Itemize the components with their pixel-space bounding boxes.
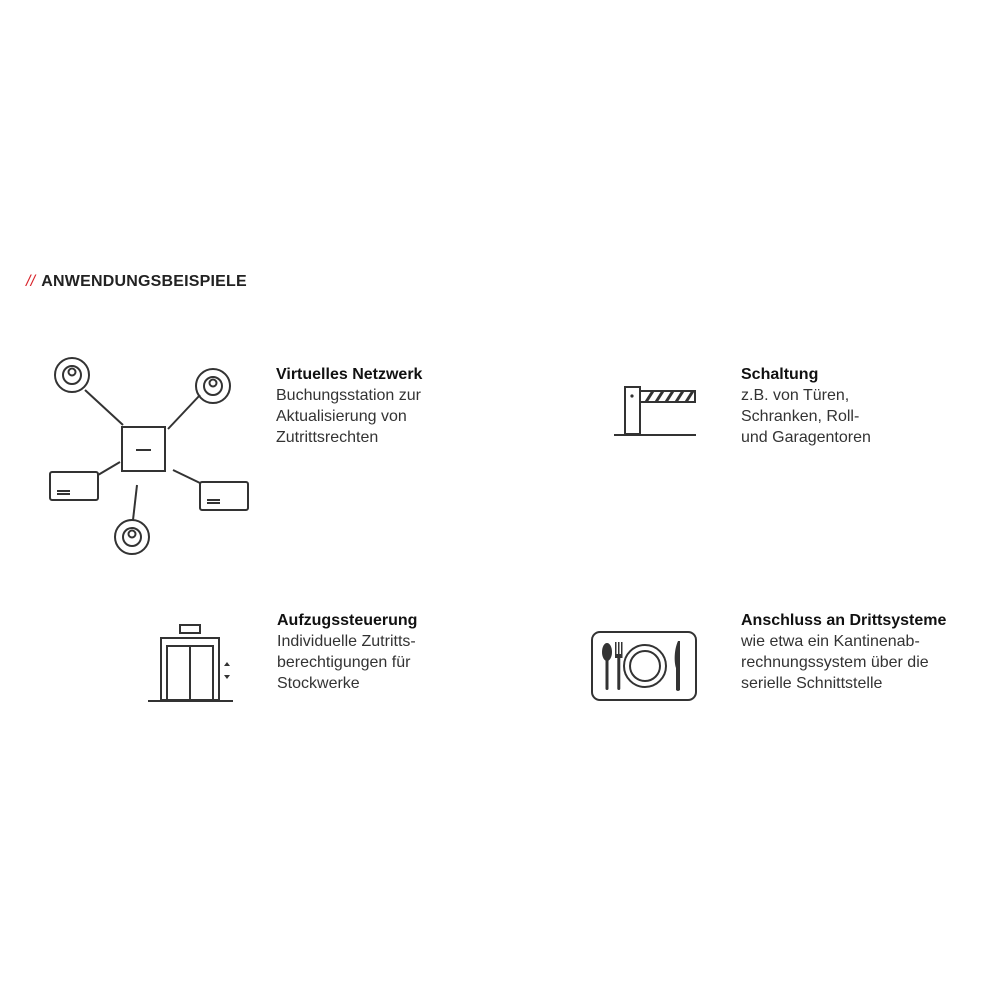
item-text-line: serielle Schnittstelle xyxy=(741,675,883,692)
item-text-line: wie etwa ein Kantinenab- xyxy=(741,633,920,650)
item-title: Schaltung xyxy=(741,366,819,383)
item-text-line: Stockwerke xyxy=(277,675,360,692)
elevator-icon xyxy=(145,620,240,705)
item-title: Anschluss an Drittsysteme xyxy=(741,612,947,629)
item-text-line: berechtigungen für xyxy=(277,654,411,671)
item-text-line: Aktualisierung von xyxy=(276,408,407,425)
item-text-line: rechnungssystem über die xyxy=(741,654,929,671)
item-title: Virtuelles Netzwerk xyxy=(276,366,423,383)
barrier-gate-icon xyxy=(610,380,700,440)
section-header xyxy=(26,273,247,291)
item-text-line: Individuelle Zutritts- xyxy=(277,633,416,650)
item-switching xyxy=(741,364,871,448)
section-title: ANWENDUNGSBEISPIELE xyxy=(41,273,247,290)
item-text-line: Buchungsstation zur xyxy=(276,387,421,404)
item-third-party-connection xyxy=(741,610,946,694)
item-text-line: Schranken, Roll- xyxy=(741,408,860,425)
header-slashes: // xyxy=(26,273,36,290)
item-text-line: z.B. von Türen, xyxy=(741,387,850,404)
item-text-line: Zutrittsrechten xyxy=(276,429,379,446)
item-title: Aufzugssteuerung xyxy=(277,612,418,629)
cutlery-plate-icon xyxy=(590,630,700,702)
network-icon xyxy=(40,345,260,565)
item-virtual-network xyxy=(276,364,422,448)
item-elevator-control xyxy=(277,610,417,694)
item-text-line: und Garagentoren xyxy=(741,429,871,446)
